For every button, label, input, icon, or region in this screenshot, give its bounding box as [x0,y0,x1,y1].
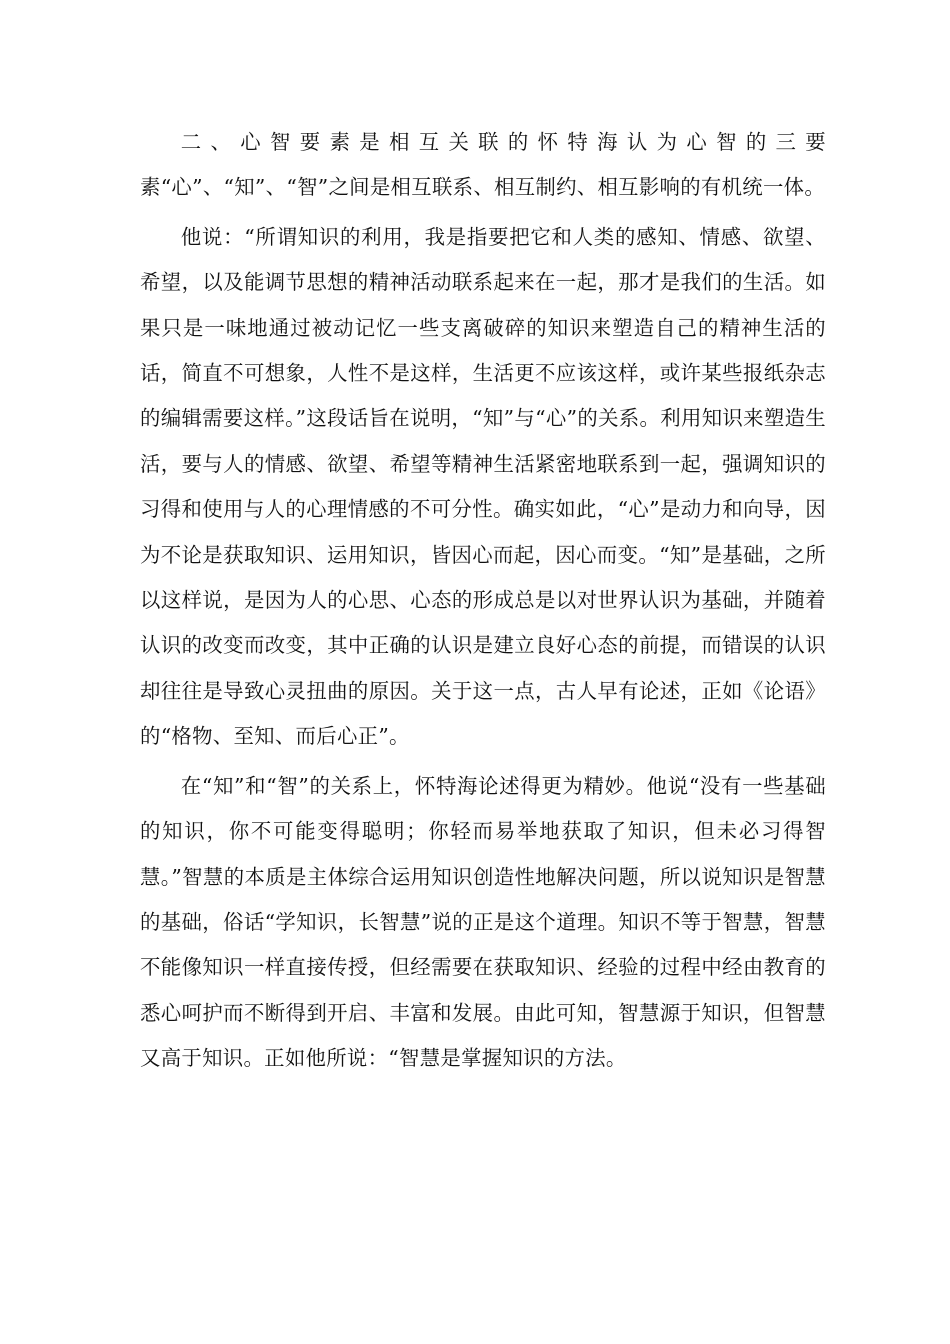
paragraph-2: 他说：“所谓知识的利用，我是指要把它和人类的感知、情感、欲望、希望，以及能调节思想的精神活动联系起来在一起，那才是我们的生活。如果只是一味地通过被动记忆一些支离破碎的知识来塑造自己的精神生活的话，简直不可想象，人性不是这样，生活更不应该这样，或许某些报纸杂志的编辑需要这样。”这段话旨在说明，“知”与“心”的关系。利用知识来塑造生活，要与人的情感、欲望、希望等精神生活紧密地联系到一起，强调知识的习得和使用与人的心理情感的不可分性。确实如此，“心”是动力和向导，因为不论是获取知识、运用知识，皆因心而起，因心而变。“知”是基础，之所以这样说，是因为人的心思、心态的形成总是以对世界认识为基础，并随着认识的改变而改变，其中正确的认识是建立良好心态的前提，而错误的认识却往往是导致心灵扭曲的原因。关于这一点，古人早有论述，正如《论语》的“格物、至知、而后心正”。 [140,224,826,749]
paragraph-3: 在“知”和“智”的关系上，怀特海论述得更为精妙。他说“没有一些基础的知识，你不可能变得聪明；你轻而易举地获取了知识，但未必习得智慧。”智慧的本质是主体综合运用知识创造性地解决问题，所以说知识是智慧的基础，俗话“学知识，长智慧”说的正是这个道理。知识不等于智慧，智慧不能像知识一样直接传授，但经需要在获取知识、经验的过程中经由教育的悉心呵护而不断得到开启、丰富和发展。由此可知，智慧源于知识，但智慧又高于知识。正如他所说：“智慧是掌握知识的方法。 [140,773,826,1071]
document-body [140,120,826,1086]
paragraph-1: 二、心智要素是相互关联的怀特海认为心智的三要素“心”、“知”、“智”之间是相互联系、相互制约、相互影响的有机统一体。 [140,130,826,200]
